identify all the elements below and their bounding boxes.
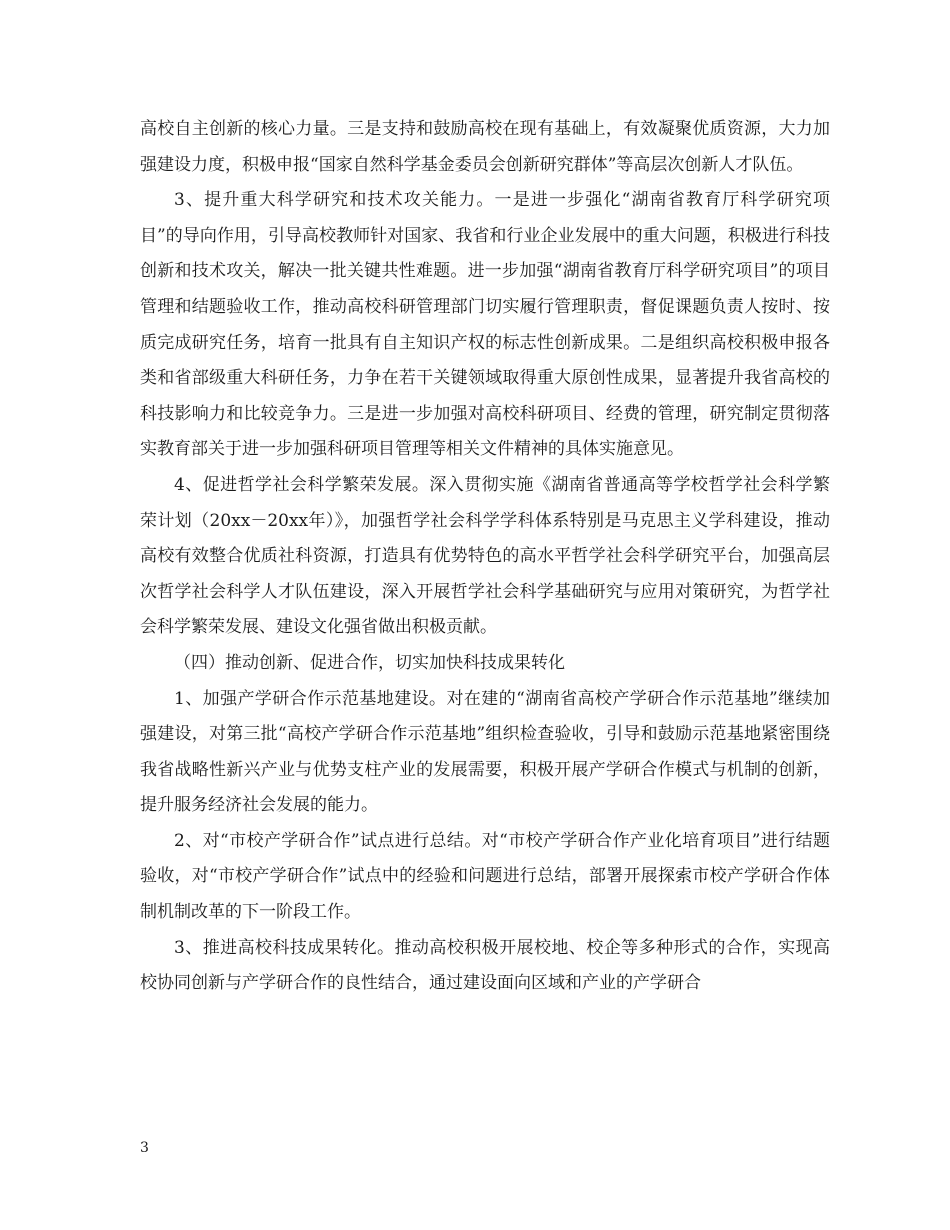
paragraph-social-science: 4、促进哲学社会科学繁荣发展。深入贯彻实施《湖南省普通高等学校哲学社会科学繁荣计划（20xx－20xx年）》，加强哲学社会科学学科体系特别是马克思主义学科建设，推动高校有效整合优质社科资源，打造具有优势特色的高水平哲学社会科学研究平台，加强高层次哲学社会科学人才队伍建设，深入开展哲学社会科学基础研究与应用对策研究，为哲学社会科学繁荣发展、建设文化强省做出积极贡献。 [140, 474, 830, 638]
paragraph-research-capability: 3、提升重大科学研究和技术攻关能力。一是进一步强化“湖南省教育厅科学研究项目”的导向作用，引导高校教师针对国家、我省和行业企业发展中的重大问题，积极进行科技创新和技术攻关，解决一批关键共性难题。进一步加强“湖南省教育厅科学研究项目”的项目管理和结题验收工作，推动高校科研管理部门切实履行管理职责，督促课题负责人按时、按质完成研究任务，培育一批具有自主知识产权的标志性创新成果。二是组织高校积极申报各类和省部级重大科研任务，力争在若干关键领域取得重大原创性成果，显著提升我省高校的科技影响力和比较竞争力。三是进一步加强对高校科研项目、经费的管理，研究制定贯彻落实教育部关于进一步加强科研项目管理等相关文件精神的具体实施意见。 [140, 190, 830, 460]
paragraph-city-school-pilot: 2、对“市校产学研合作”试点进行总结。对“市校产学研合作产业化培育项目”进行结题验收，对“市校产学研合作”试点中的经验和问题进行总结，部署开展探索市校产学研合作体制机制改革的下一阶段工作。 [140, 830, 830, 923]
document-body [140, 112, 830, 1002]
paragraph-continuation: 高校自主创新的核心力量。三是支持和鼓励高校在现有基础上，有效凝聚优质资源，大力加强建设力度，积极申报“国家自然科学基金委员会创新研究群体”等高层次创新人才队伍。 [140, 119, 830, 175]
paragraph-demo-base: 1、加强产学研合作示范基地建设。对在建的“湖南省高校产学研合作示范基地”继续加强建设，对第三批“高校产学研合作示范基地”组织检查验收，引导和鼓励示范基地紧密围绕我省战略性新兴产业与优势支柱产业的发展需要，积极开展产学研合作模式与机制的创新，提升服务经济社会发展的能力。 [140, 688, 830, 816]
section-heading-innovation-cooperation: （四）推动创新、促进合作，切实加快科技成果转化 [174, 652, 565, 673]
paragraph-tech-transfer: 3、推进高校科技成果转化。推动高校积极开展校地、校企等多种形式的合作，实现高校协同创新与产学研合作的良性结合，通过建设面向区域和产业的产学研合 [140, 937, 830, 994]
page-number: 3 [140, 1140, 149, 1156]
